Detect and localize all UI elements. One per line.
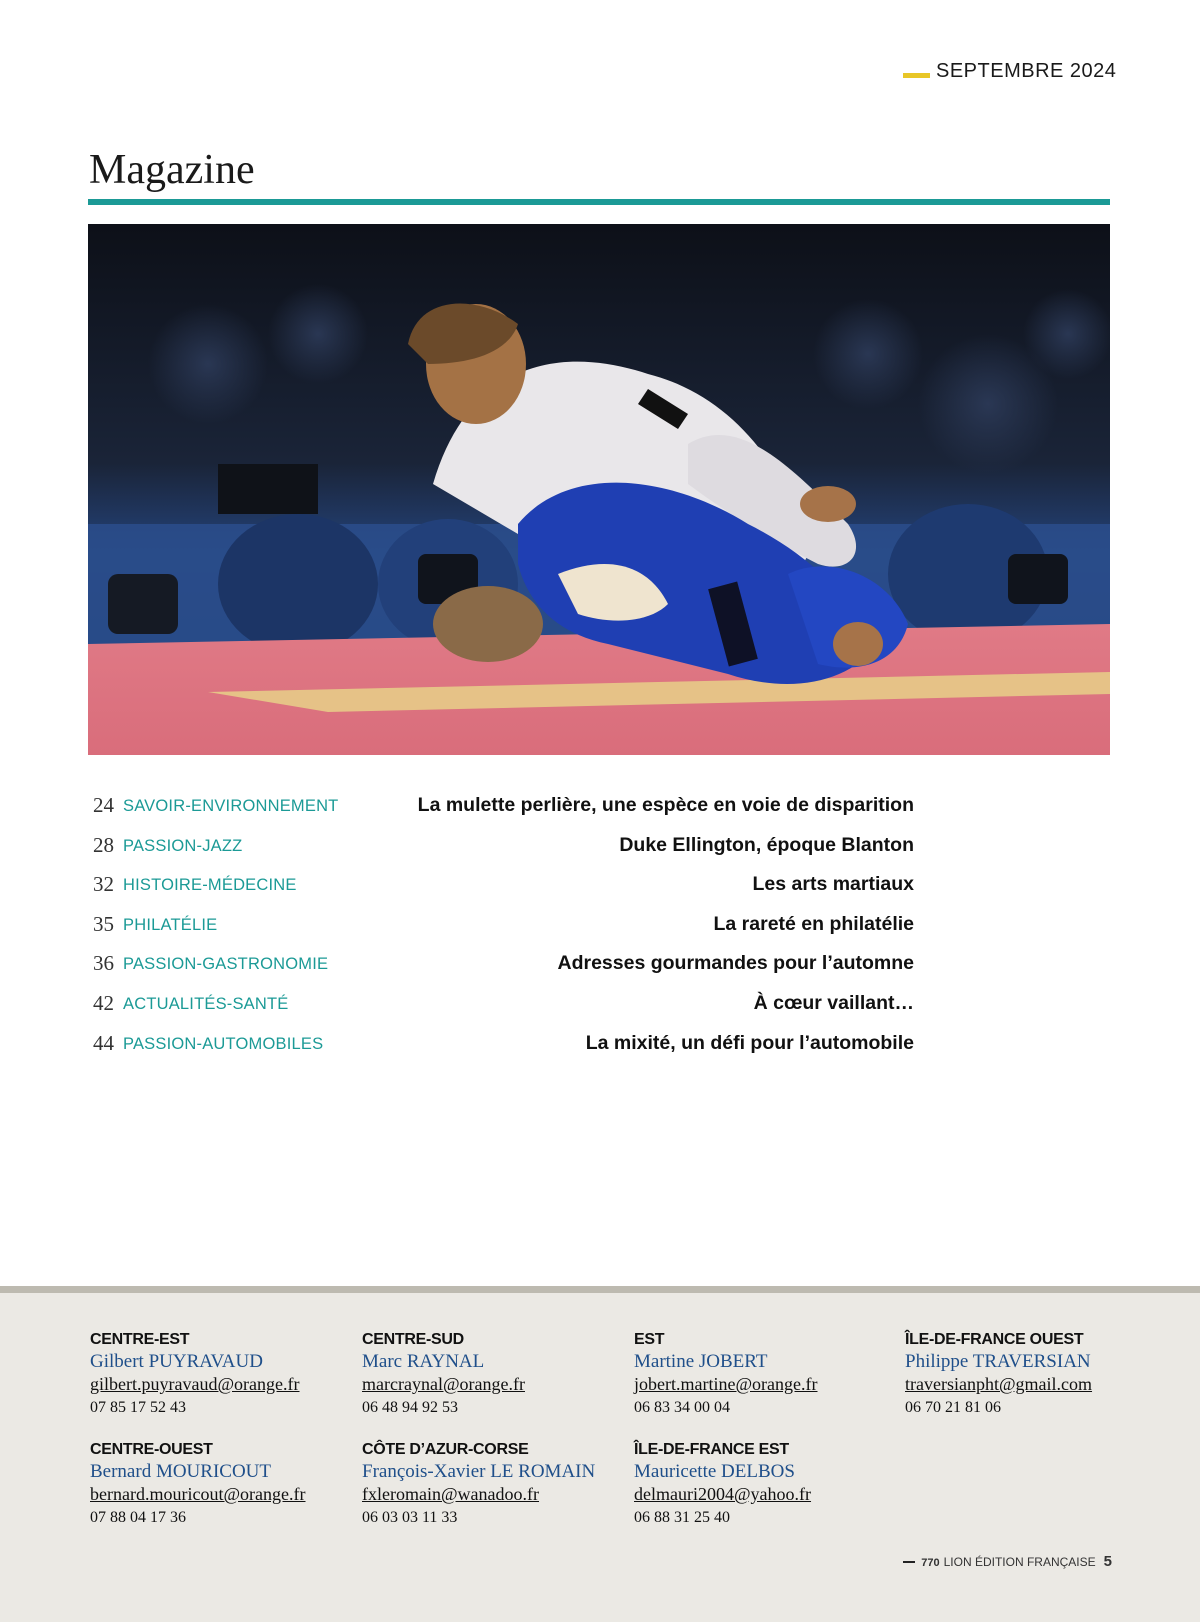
toc-category: ACTUALITÉS-SANTÉ xyxy=(123,994,289,1013)
judo-match-photo xyxy=(88,224,1110,755)
contact-card xyxy=(90,1439,350,1531)
contact-phone: 06 03 03 11 33 xyxy=(362,1509,458,1526)
contact-phone: 07 88 04 17 36 xyxy=(90,1509,186,1526)
toc-page-number: 36 xyxy=(93,951,114,976)
contact-name: Mauricette DELBOS xyxy=(634,1461,795,1482)
toc-item[interactable] xyxy=(88,988,914,1028)
footer-top-rule xyxy=(0,1286,1200,1293)
toc-article-title: Duke Ellington, époque Blanton xyxy=(619,833,914,856)
toc-article-title: La rareté en philatélie xyxy=(713,912,914,935)
toc-page-number: 28 xyxy=(93,832,114,857)
page-number: 5 xyxy=(1103,1553,1112,1570)
contact-email-link[interactable]: bernard.mouricout@orange.fr xyxy=(90,1484,306,1504)
contact-region: CENTRE-EST xyxy=(90,1331,190,1348)
date-accent-bar xyxy=(903,73,930,78)
toc-item[interactable] xyxy=(88,1028,914,1068)
toc-page-number: 42 xyxy=(93,990,114,1015)
toc-article-title: Les arts martiaux xyxy=(752,873,914,896)
contact-region: CENTRE-OUEST xyxy=(90,1441,213,1458)
contact-email-link[interactable]: marcraynal@orange.fr xyxy=(362,1374,525,1394)
toc-article-title: La mulette perlière, une espèce en voie de disparition xyxy=(417,794,914,816)
contact-name: François-Xavier LE ROMAIN xyxy=(362,1461,596,1482)
toc-article-title: Adresses gourmandes pour l’automne xyxy=(557,952,914,975)
toc-item[interactable] xyxy=(88,909,914,949)
contact-phone: 06 83 34 00 04 xyxy=(634,1399,730,1416)
contact-email-link[interactable]: traversianpht@gmail.com xyxy=(905,1374,1093,1394)
toc-category: HISTOIRE-MÉDECINE xyxy=(123,876,297,895)
issue-number: 770 xyxy=(921,1557,940,1569)
contact-region: ÎLE-DE-FRANCE OUEST xyxy=(905,1331,1084,1348)
contact-phone: 06 70 21 81 06 xyxy=(905,1399,1001,1416)
toc-item[interactable] xyxy=(88,790,914,830)
contact-phone: 07 85 17 52 43 xyxy=(90,1399,186,1416)
toc-category: PASSION-JAZZ xyxy=(123,836,243,855)
contact-card xyxy=(634,1439,894,1531)
contact-phone: 06 48 94 92 53 xyxy=(362,1399,458,1416)
toc-page-number: 32 xyxy=(93,872,114,897)
toc-item[interactable] xyxy=(88,830,914,870)
toc-page-number: 24 xyxy=(93,793,114,817)
toc-page-number: 44 xyxy=(93,1030,114,1055)
contact-phone: 06 88 31 25 40 xyxy=(634,1509,730,1526)
contact-region: CÔTE D’AZUR-CORSE xyxy=(362,1441,529,1458)
contact-name: Marc RAYNAL xyxy=(362,1351,485,1372)
toc-category: SAVOIR-ENVIRONNEMENT xyxy=(123,797,339,815)
contact-name: Martine JOBERT xyxy=(634,1351,768,1372)
section-rule xyxy=(88,199,1110,205)
contact-card xyxy=(90,1329,350,1421)
contact-card xyxy=(362,1329,622,1421)
toc-category: PHILATÉLIE xyxy=(123,915,218,934)
toc-article-title: À cœur vaillant… xyxy=(753,991,914,1014)
section-title: Magazine xyxy=(89,147,255,193)
contact-name: Bernard MOURICOUT xyxy=(90,1461,272,1482)
contact-card xyxy=(362,1439,622,1531)
toc-category: PASSION-GASTRONOMIE xyxy=(123,955,329,974)
contact-region: CENTRE-SUD xyxy=(362,1331,464,1348)
toc-item[interactable] xyxy=(88,948,914,988)
contact-email-link[interactable]: delmauri2004@yahoo.fr xyxy=(634,1484,812,1504)
table-of-contents xyxy=(88,790,914,1067)
toc-page-number: 35 xyxy=(93,911,114,936)
edition-label: LION ÉDITION FRANÇAISE xyxy=(943,1555,1096,1569)
toc-item[interactable] xyxy=(88,869,914,909)
folio-dash xyxy=(903,1561,915,1563)
contact-region: ÎLE-DE-FRANCE EST xyxy=(634,1441,789,1458)
issue-date: SEPTEMBRE 2024 xyxy=(936,60,1117,82)
contact-email-link[interactable]: gilbert.puyravaud@orange.fr xyxy=(90,1374,300,1394)
contact-email-link[interactable]: jobert.martine@orange.fr xyxy=(634,1374,818,1394)
contact-email-link[interactable]: fxleromain@wanadoo.fr xyxy=(362,1484,540,1504)
contact-name: Gilbert PUYRAVAUD xyxy=(90,1351,263,1372)
page-folio xyxy=(903,1553,1112,1570)
contact-region: EST xyxy=(634,1331,665,1348)
contact-name: Philippe TRAVERSIAN xyxy=(905,1351,1091,1372)
contact-card xyxy=(905,1329,1165,1421)
toc-category: PASSION-AUTOMOBILES xyxy=(123,1034,324,1053)
toc-article-title: La mixité, un défi pour l’automobile xyxy=(585,1031,914,1054)
contact-card xyxy=(634,1329,894,1421)
